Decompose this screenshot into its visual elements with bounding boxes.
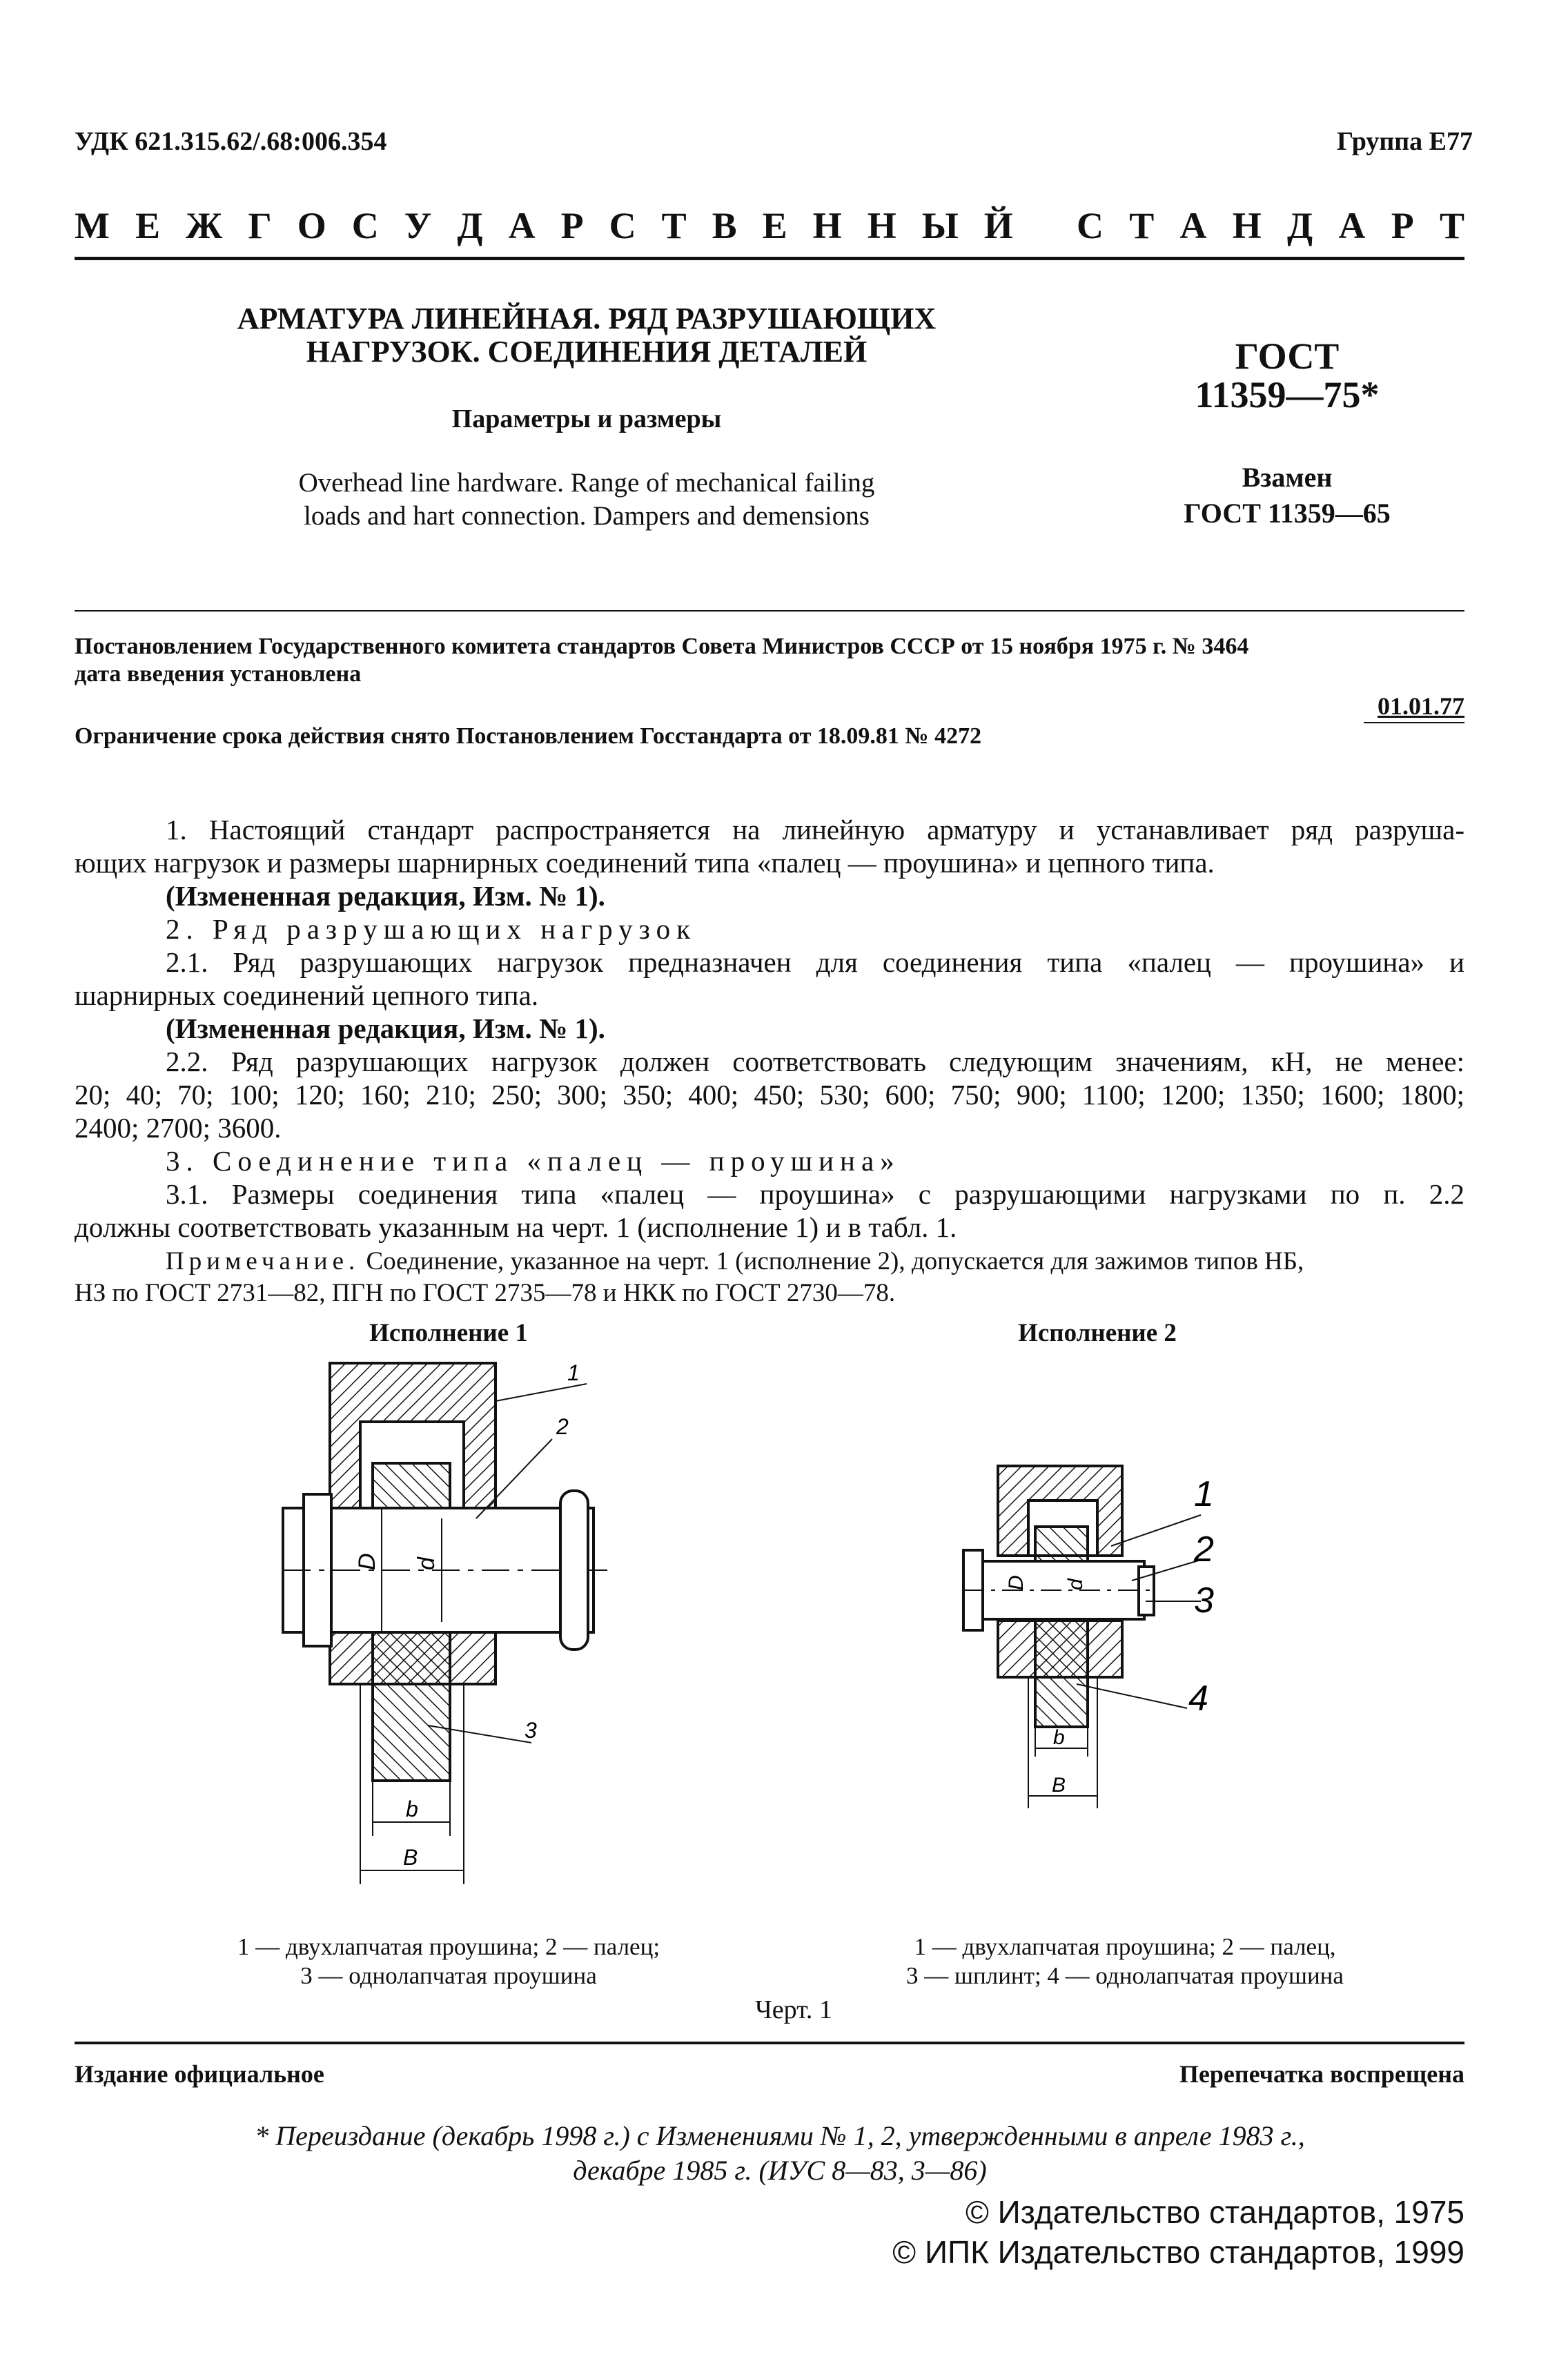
banner-interstate-letter: М: [75, 205, 110, 246]
gost-label: ГОСТ: [1235, 335, 1340, 377]
variant-2-caption: [814, 1933, 1435, 1991]
v1-label-b: b: [406, 1797, 418, 1821]
title-line-1: АРМАТУРА ЛИНЕЙНАЯ. РЯД РАЗРУШАЮЩИХ: [237, 302, 937, 335]
banner-standard-letter: А: [1179, 205, 1207, 246]
replaces-gost: ГОСТ 11359—65: [1184, 498, 1391, 529]
note-label: Примечание.: [166, 1247, 360, 1275]
variant-2-caption-line-2: 3 — шплинт; 4 — однолапчатая проушина: [906, 1962, 1344, 1989]
v2-label-D: D: [1005, 1575, 1028, 1590]
banner-standard-letter: Н: [1232, 205, 1262, 246]
v2-single-lug: [1035, 1527, 1088, 1727]
paragraph-1-line-b: ющих нагрузок и размеры шарнирных соединений типа «палец — проушина» и цепного типа.: [75, 847, 1215, 879]
banner-interstate-letter: А: [508, 205, 536, 246]
english-title-line-2: loads and hart connection. Dampers and demensions: [304, 501, 870, 531]
banner-interstate-letter: Р: [560, 205, 584, 246]
banner-interstate-letter: В: [712, 205, 737, 246]
variant-2-caption-line-1: 1 — двухлапчатая проушина; 2 — палец,: [914, 1933, 1336, 1960]
section-2-heading: 2. Ряд разрушающих нагрузок: [166, 913, 697, 945]
reissue-note: [207, 2119, 1353, 2188]
variant-1-caption: [138, 1933, 759, 1991]
note-text: Соединение, указанное на черт. 1 (исполнение 2), допускается для зажимов типов НБ,: [366, 1247, 1304, 1275]
banner-standard-letter: Д: [1287, 205, 1313, 246]
banner-standard-letter: С: [1077, 205, 1104, 246]
figure-label: Черт. 1: [755, 1995, 832, 2024]
variant-2-title: Исполнение 2: [1018, 1319, 1177, 1347]
decree-line: Постановлением Государственного комитета стандартов Совета Министров СССР от 15 ноября 1975 г. № 3464: [75, 634, 1249, 659]
limit-line: Ограничение срока действия снято Постановлением Госстандарта от 18.09.81 № 4272: [75, 723, 982, 749]
v2-number-3: 3: [1194, 1581, 1214, 1621]
decree-date-label: дата введения установлена: [75, 661, 362, 687]
group-code: Группа Е77: [1336, 127, 1473, 156]
v1-label-B: B: [403, 1845, 418, 1870]
title-line-2: НАГРУЗОК. СОЕДИНЕНИЯ ДЕТАЛЕЙ: [306, 335, 868, 369]
footer-rule: [75, 2042, 1464, 2044]
paragraph-1-amendment: (Измененная редакция, Изм. № 1).: [166, 880, 605, 912]
banner-interstate-letter: Ж: [186, 205, 223, 246]
variant-1-title: Исполнение 1: [369, 1319, 528, 1347]
banner-standard-letter: Р: [1391, 205, 1414, 246]
copyright-1999: © ИПК Издательство стандартов, 1999: [892, 2234, 1464, 2270]
paragraph-2-2-line-c: 2400; 2700; 3600.: [75, 1112, 282, 1144]
paragraph-3-1-line-b: должны соответствовать указанным на черт. 1 (исполнение 1) и в табл. 1.: [75, 1211, 957, 1243]
note-line-b: НЗ по ГОСТ 2731—82, ПГН по ГОСТ 2735—78 и НКК по ГОСТ 2730—78.: [75, 1279, 896, 1307]
banner-standard-letter: А: [1338, 205, 1366, 246]
banner-interstate-letter: Ы: [921, 205, 959, 246]
document-subtitle: Параметры и размеры: [451, 404, 722, 433]
gost-number: 11359—75*: [1195, 374, 1380, 415]
v2-label-d: d: [1064, 1578, 1087, 1590]
copyright-block: [892, 2192, 1464, 2272]
banner-interstate-letter: О: [297, 205, 326, 246]
udk-code: УДК 621.315.62/.68:006.354: [75, 127, 387, 156]
paragraph-1-line-a: 1. Настоящий стандарт распространяется на линейную арматуру и устанавливает ряд разруша-: [166, 814, 1464, 845]
reissue-line-2: декабре 1985 г. (ИУС 8—83, 3—86): [573, 2155, 987, 2186]
paragraph-2-1-line-b: шарнирных соединений цепного типа.: [75, 979, 539, 1011]
banner-interstate-letter: С: [609, 205, 636, 246]
reissue-line-1: * Переиздание (декабрь 1998 г.) с Изменениями № 1, 2, утвержденными в апреле 1983 г.,: [255, 2120, 1305, 2151]
banner-interstate-letter: Н: [812, 205, 842, 246]
variant-1-caption-line-2: 3 — однолапчатая проушина: [300, 1962, 597, 1989]
v1-number-3: 3: [525, 1718, 537, 1743]
v2-label-b: b: [1053, 1726, 1065, 1749]
banner-standard-letter: Т: [1439, 205, 1464, 246]
english-title-line-1: Overhead line hardware. Range of mechanical failing: [298, 468, 875, 498]
v2-label-B: B: [1052, 1774, 1066, 1797]
banner-interstate-letter: Й: [983, 205, 1013, 246]
banner-interstate-letter: Г: [248, 205, 272, 246]
replaces-label: Взамен: [1242, 462, 1333, 493]
variant-1-drawing: [283, 1363, 607, 1884]
banner-interstate-letter: Е: [135, 205, 160, 246]
v1-pin-end: [560, 1491, 588, 1650]
banner-interstate-letter: С: [351, 205, 379, 246]
reprint-prohibited: Перепечатка воспрещена: [1179, 2060, 1464, 2088]
paragraph-3-1-line-a: 3.1. Размеры соединения типа «палец — проушина» с разрушающими нагрузками по п. 2.2: [166, 1178, 1464, 1210]
variant-2-drawing: [963, 1466, 1201, 1808]
paragraph-2-1-line-a: 2.1. Ряд разрушающих нагрузок предназначен для соединения типа «палец — проушина» и: [166, 946, 1464, 978]
v2-number-1: 1: [1194, 1474, 1214, 1514]
v1-number-2: 2: [556, 1414, 569, 1439]
banner-interstate-letter: Д: [457, 205, 483, 246]
v2-number-2: 2: [1194, 1529, 1214, 1569]
v1-label-d: d: [413, 1557, 440, 1570]
banner-interstate-letter: У: [404, 205, 432, 246]
banner-interstate-letter: Е: [762, 205, 787, 246]
banner-interstate-letter: Н: [867, 205, 896, 246]
decree-date: 01.01.77: [1378, 692, 1464, 720]
paragraph-2-1-amendment: (Измененная редакция, Изм. № 1).: [166, 1013, 605, 1044]
copyright-1975: © Издательство стандартов, 1975: [966, 2194, 1464, 2230]
v1-number-1: 1: [567, 1360, 580, 1385]
section-3-heading: 3. Соединение типа «палец — проушина»: [166, 1145, 901, 1177]
banner-standard-letter: Т: [1129, 205, 1155, 246]
v2-number-4: 4: [1188, 1679, 1208, 1719]
paragraph-2-2-line-a: 2.2. Ряд разрушающих нагрузок должен соответствовать следующим значениям, кН, не менее:: [166, 1046, 1464, 1077]
variant-1-caption-line-1: 1 — двухлапчатая проушина; 2 — палец;: [237, 1933, 660, 1960]
paragraph-2-2-line-b: 20; 40; 70; 100; 120; 160; 210; 250; 300; 350; 400; 450; 530; 600; 750; 900; 1100; 1200; 1350; 1600; 1800;: [75, 1079, 1464, 1111]
official-edition: Издание официальное: [75, 2060, 324, 2088]
v1-label-D: D: [354, 1553, 380, 1570]
banner-interstate-letter: Т: [661, 205, 687, 246]
